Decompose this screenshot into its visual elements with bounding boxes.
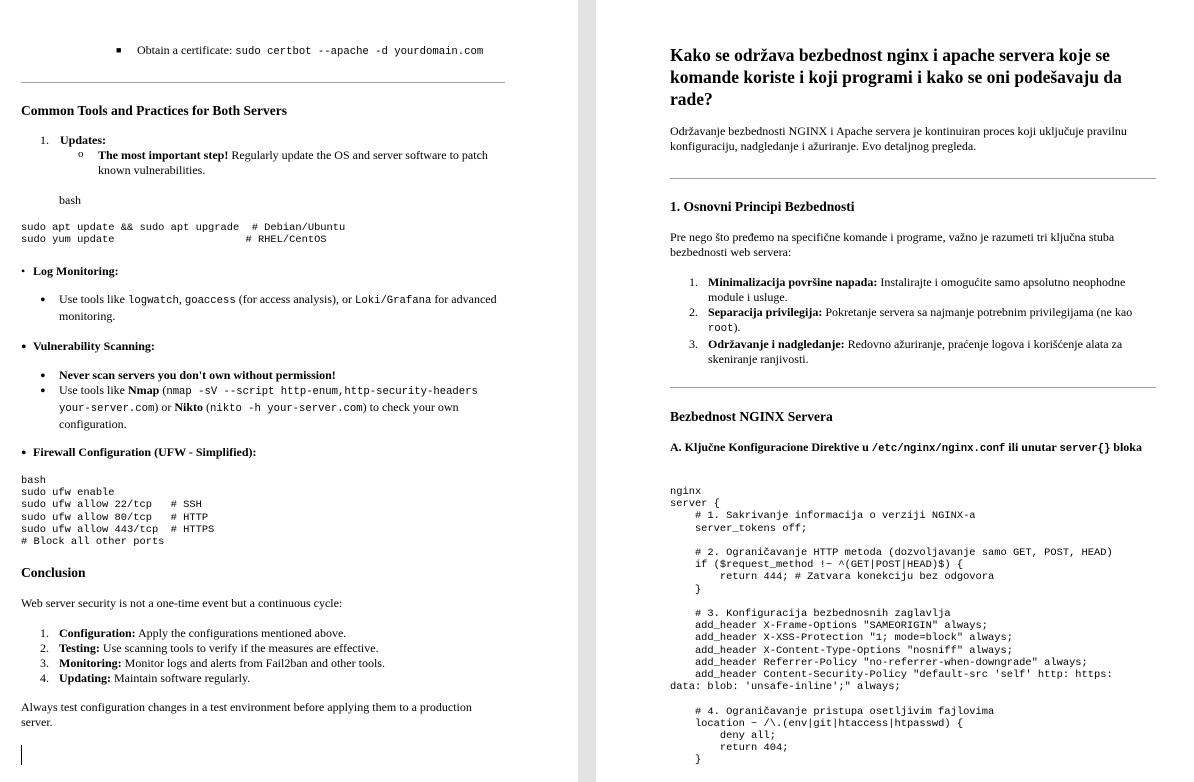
list-item [21,671,505,686]
section-principles-heading: 1. Osnovni Principi Bezbednosti [670,199,855,214]
disc-bullet-icon: • [21,264,26,278]
item-text: Monitor logs and alerts from Fail2ban and other tools. [121,656,385,670]
list-number: 3. [40,656,49,670]
list-number: 1. [40,626,49,640]
principles-list [670,275,1156,367]
list-number: 4. [40,671,49,685]
updates-description: Regularly update the OS and server software to patch known vulnerabilities. [98,148,488,177]
text-fragment: bloka [1110,440,1142,454]
updates-label: Updates: [60,133,107,147]
list-item [21,656,505,671]
nikto-label: Nikto [174,400,204,414]
disc-bullet-icon: • [40,383,46,400]
intro-paragraph: Održavanje bezbednosti NGINX i Apache servera je kontinuiran proces koji uključuje pravilnu konfiguraciju, nadgledanje i ažuriranje. Evo detaljnog pregleda. [670,124,1127,153]
item-label: Updating: [59,671,112,685]
item-text: Use scanning tools to verify if the measures are effective. [99,641,379,655]
loki-grafana-code: Loki/Grafana [355,295,432,307]
circle-bullet-icon: o [78,148,84,160]
right-document-page[interactable] [596,0,1194,782]
nikto-command: nikto -h your-server.com [210,403,363,415]
item-label: Testing: [59,641,100,655]
list-number: 1. [40,133,49,147]
text-fragment: ili unutar [1005,440,1060,454]
text-fragment: ) to check your own configuration. [59,400,459,431]
vulnerability-scanning-heading: Vulnerability Scanning: [33,339,155,353]
disc-bullet-icon: • [40,292,46,309]
conclusion-intro: Web server security is not a one-time event but a continuous cycle: [21,596,343,610]
list-item [670,305,1156,337]
nginx-conf-path: /etc/nginx/nginx.conf [871,443,1006,455]
root-code: root [708,323,734,335]
text-cursor [21,745,22,765]
cycle-list [21,626,505,686]
logwatch-code: logwatch [128,295,179,307]
log-monitoring-heading: Log Monitoring: [33,264,119,278]
text-fragment: (for access analysis), or [235,292,356,306]
list-item [670,337,1156,367]
item-text: ). [733,320,741,334]
nmap-command: nmap -sV --script http-enum,http-security-headers your-server.com [59,386,478,415]
code-language-label: bash [59,193,81,207]
scan-warning-text: Never scan servers you don't own without permission! [59,368,336,382]
text-fragment: ( [159,383,167,397]
text-fragment: Use tools like [59,383,128,397]
item-label: Configuration: [59,626,136,640]
firewall-heading: Firewall Configuration (UFW - Simplified): [33,445,257,459]
nginx-security-heading: Bezbednost NGINX Servera [670,409,833,424]
certificate-label: Obtain a certificate: [137,43,233,57]
list-number: 1. [689,275,698,289]
disc-bullet-icon: • [21,339,27,356]
list-number: 2. [40,641,49,655]
item-label: Monitoring: [59,656,122,670]
text-fragment: , [178,292,185,306]
text-fragment: ) or [154,400,175,414]
conclusion-heading: Conclusion [21,565,86,580]
item-text: Apply the configurations mentioned above. [135,626,347,640]
square-bullet-icon: ■ [116,45,122,55]
document-title: Kako se održava bezbednost nginx i apache servera koje se komande koriste i koji programi i kako se oni podešavaju da rade? [670,45,1122,109]
important-step-text: The most important step! [98,148,229,162]
text-fragment: Use tools like [59,292,128,306]
item-label: Održavanje i nadgledanje: [708,337,845,351]
text-fragment: ( [203,400,211,414]
firewall-code-block: bash sudo ufw enable sudo ufw allow 22/tcp # SSH sudo ufw allow 80/tcp # HTTP sudo ufw allow 443/tcp # HTTPS # Block all other ports [21,475,215,549]
certbot-command: sudo certbot --apache -d yourdomain.com [235,46,484,58]
item-label: Separacija privilegija: [708,305,823,319]
goaccess-code: goaccess [184,295,236,307]
disc-bullet-icon: • [40,368,46,385]
common-tools-heading: Common Tools and Practices for Both Servers [21,103,287,118]
text-fragment: for advanced monitoring. [59,292,497,323]
list-number: 2. [689,305,698,319]
item-text: Maintain software regularly. [111,671,251,685]
text-fragment: A. Ključne Konfiguracione Direktive u [670,440,872,454]
list-item [670,275,1156,305]
item-text: Instalirajte i omogućite samo apsolutno neophodne module i usluge. [708,275,1126,304]
horizontal-rule [21,82,505,83]
horizontal-rule [670,178,1156,179]
item-text: Redovno ažuriranje, praćenje logova i korišćenje alata za skeniranje ranjivosti. [708,337,1123,366]
left-document-page[interactable] [0,0,578,782]
final-note: Always test configuration changes in a test environment before applying them to a production server. [21,700,472,729]
config-directives-subheading [670,440,1156,457]
disc-bullet-icon: • [21,445,27,462]
nginx-code-block: nginx server { # 1. Sakrivanje informacija o verziji NGINX-a server_tokens off; # 2. Ograničavanje HTTP metoda (dozvoljavanje samo GET, POST, HEAD) if ($request_method !~ ^(GET|POST|HEAD)$) { return 444; # Zatvara konekciju bez odgovora } # 3. Konfiguracija bezbednosnih zaglavlja add_header X-Frame-Options "SAMEORIGIN" always; add_header X-XSS-Protection "1; mode=block" always; add_header X-Content-Type-Options "nosniff" always; add_header Referrer-Policy "no-referrer-when-downgrade" always; add_header Content-Security-Policy "default-src 'self' http: https: data: blob: 'unsafe-inline';" always; # 4. Ograničavanje pristupa osetljivim fajlovima location ~ /\.(env|git|htaccess|htpasswd) { deny all; return 404; } [670,486,1113,767]
nmap-label: Nmap [128,383,160,397]
update-code-block: sudo apt update && sudo apt upgrade # Debian/Ubuntu sudo yum update # RHEL/CentOS [21,222,346,247]
list-item [21,641,505,656]
principles-intro: Pre nego što pređemo na specifične komande i programe, važno je razumeti tri ključna stuba bezbednosti web servera: [670,230,1115,259]
list-number: 3. [689,337,698,351]
horizontal-rule [670,387,1156,388]
item-text: Pokretanje servera sa najmanje potrebnim privilegijama (ne kao [822,305,1133,319]
list-item [21,626,505,641]
server-block-code: server{} [1059,443,1111,455]
item-label: Minimalizacija površine napada: [708,275,878,289]
